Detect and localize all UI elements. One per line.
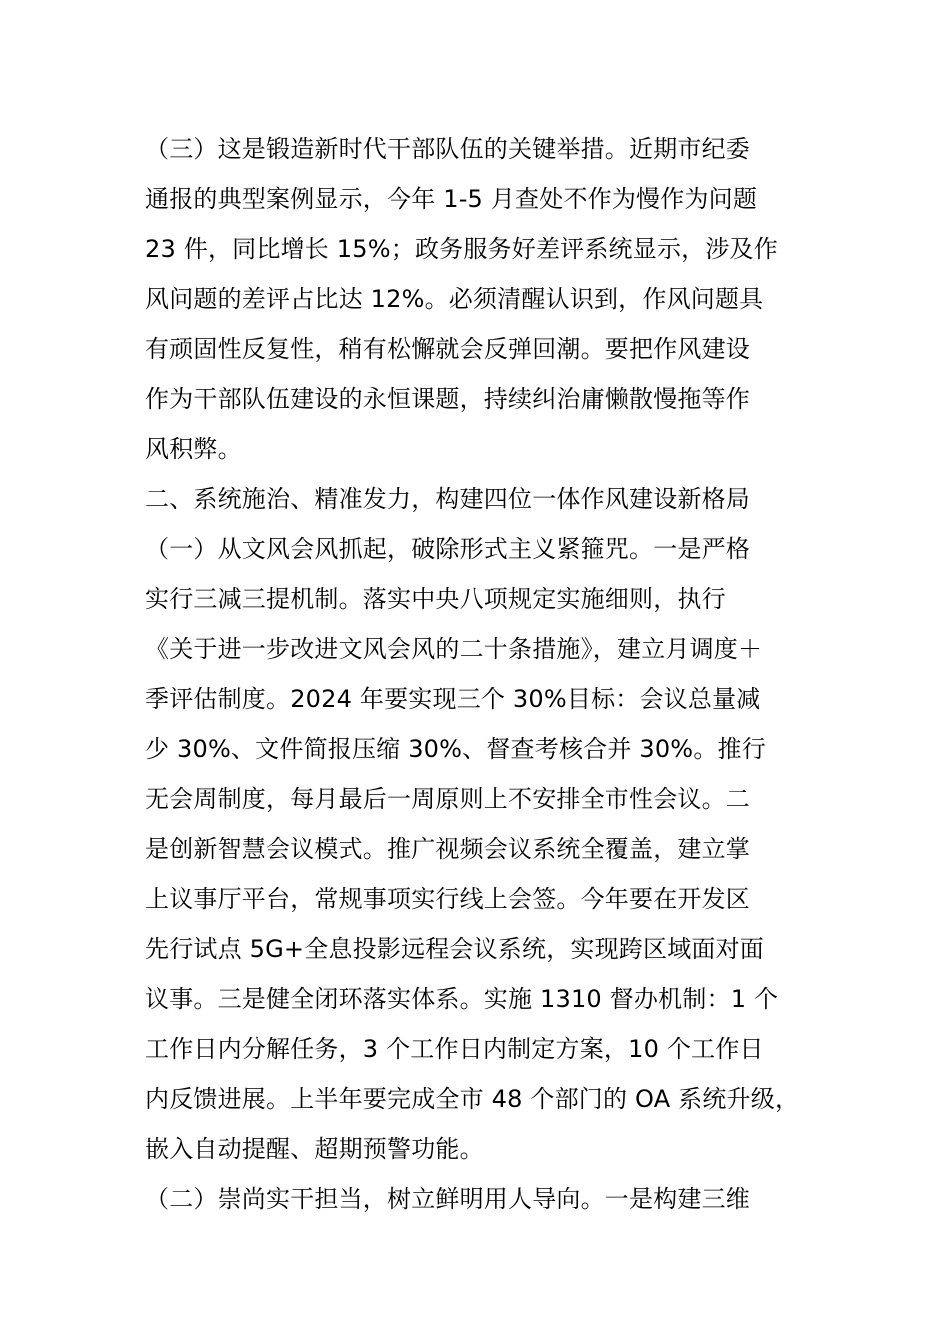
text-line: （三）这是锻造新时代干部队伍的关键举措。近期市纪委 bbox=[145, 135, 750, 163]
text-line: 实行三减三提机制。落实中央八项规定实施细则，执行 bbox=[145, 585, 726, 613]
text-line: 风积弊。 bbox=[145, 435, 242, 463]
text-line: 工作日内分解任务，3 个工作日内制定方案，10 个工作日 bbox=[145, 1035, 764, 1063]
text-line: 风问题的差评占比达 12%。必须清醒认识到，作风问题具 bbox=[145, 285, 764, 313]
text-line: 嵌入自动提醒、超期预警功能。 bbox=[145, 1135, 484, 1163]
text-line: （一）从文风会风抓起，破除形式主义紧箍咒。一是严格 bbox=[145, 535, 750, 563]
text-line: 作为干部队伍建设的永恒课题，持续纠治庸懒散慢拖等作 bbox=[145, 385, 750, 413]
text-line: 通报的典型案例显示，今年 1-5 月查处不作为慢作为问题 bbox=[145, 185, 758, 213]
text-line: 无会周制度，每月最后一周原则上不安排全市性会议。二 bbox=[145, 785, 750, 813]
text-line: 内反馈进展。上半年要完成全市 48 个部门的 OA 系统升级， bbox=[145, 1085, 800, 1113]
text-line: 季评估制度。2024 年要实现三个 30%目标：会议总量减 bbox=[145, 685, 761, 713]
text-line: 《关于进一步改进文风会风的二十条措施》，建立月调度＋ bbox=[145, 635, 763, 663]
text-line: 是创新智慧会议模式。推广视频会议系统全覆盖，建立掌 bbox=[145, 835, 750, 863]
text-line: 有顽固性反复性，稍有松懈就会反弹回潮。要把作风建设 bbox=[145, 335, 750, 363]
text-line: 23 件，同比增长 15%；政务服务好差评系统显示，涉及作 bbox=[145, 235, 778, 263]
text-line: 上议事厅平台，常规事项实行线上会签。今年要在开发区 bbox=[145, 885, 750, 913]
section-heading: 二、系统施治、精准发力，构建四位一体作风建设新格局 bbox=[145, 485, 750, 513]
text-line: 少 30%、文件简报压缩 30%、督查考核合并 30%。推行 bbox=[145, 735, 766, 763]
text-line: 先行试点 5G+全息投影远程会议系统，实现跨区域面对面 bbox=[145, 935, 765, 963]
text-line: （二）崇尚实干担当，树立鲜明用人导向。一是构建三维 bbox=[145, 1185, 750, 1213]
text-line: 议事。三是健全闭环落实体系。实施 1310 督办机制：1 个 bbox=[145, 985, 779, 1013]
